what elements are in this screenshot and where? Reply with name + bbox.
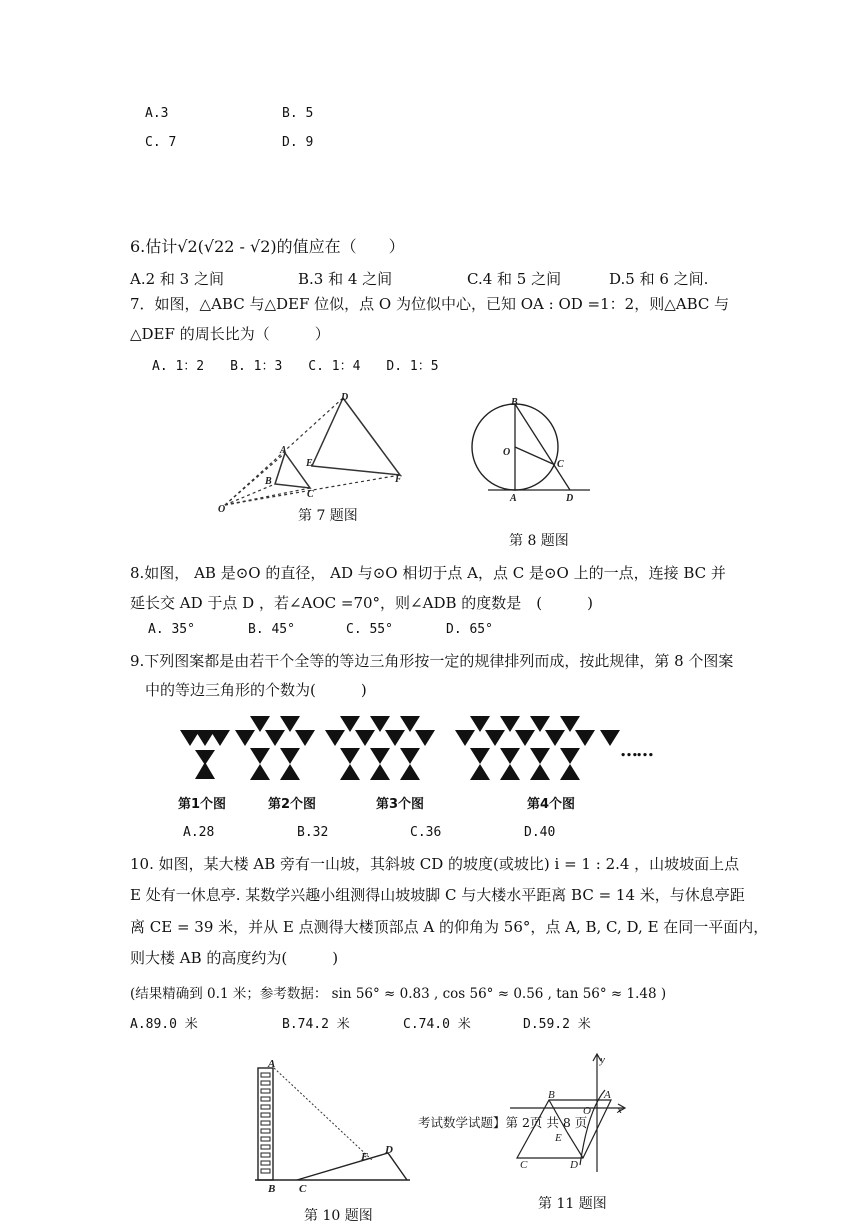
q8-option-d: D. 65° [446, 622, 493, 637]
q7-label-f: F [395, 474, 402, 485]
q10-figure-caption: 第 10 题图 [304, 1208, 373, 1224]
q10-label-e: E [361, 1151, 369, 1163]
q8-option-a: A. 35° [148, 622, 195, 637]
q5-option-b: B. 5 [282, 106, 314, 121]
q9-line1: 9.下列图案都是由若干个全等的等边三角形按一定的规律排列而成，按此规律，第 8 个图案 [130, 652, 734, 670]
q7-options: A. 1：2 B. 1：3 C. 1：4 D. 1：5 [152, 359, 439, 374]
q8-line2: 延长交 AD 于点 D ，若∠AOC =70°，则∠ADB 的度数是 ( ) [130, 594, 593, 612]
q11-label-o: O [583, 1105, 591, 1117]
q9-caption-3: 第3个图 [376, 797, 425, 812]
q11-label-d: D [570, 1159, 578, 1171]
q9-option-c: C.36 [410, 825, 442, 840]
q9-line2: 中的等边三角形的个数为( ) [145, 681, 367, 699]
q9-ellipsis: …… [620, 740, 652, 761]
q11-figure-caption: 第 11 题图 [538, 1196, 607, 1212]
page-footer: 考试数学试题】第 2页 共 8 页 [418, 1115, 588, 1130]
q5-option-a: A.3 [145, 106, 169, 121]
q9-caption-2: 第2个图 [268, 797, 317, 812]
q10-label-d: D [385, 1144, 393, 1156]
q7-label-o: O [218, 504, 226, 515]
q10-option-b: B.74.2 米 [282, 1017, 350, 1032]
q11-label-x: x [617, 1104, 622, 1116]
q8-label-b: B [511, 397, 518, 408]
q8-line1: 8.如图， AB 是⊙O 的直径， AD 与⊙O 相切于点 A，点 C 是⊙O 上的一点，连接 BC 并 [130, 564, 726, 582]
figure-7 [210, 385, 420, 515]
q10-label-a: A [268, 1060, 276, 1070]
q11-label-y: y [600, 1054, 605, 1066]
q5-option-c: C. 7 [145, 135, 177, 150]
q6-option-b: B.3 和 4 之间 [298, 270, 393, 288]
q10-line1: 10. 如图，某大楼 AB 旁有一山坡，其斜坡 CD 的坡度(或坡比) i = 1 : 2.4 ，山坡坡面上点 [130, 855, 740, 873]
q9-option-a: A.28 [183, 825, 215, 840]
q11-label-c: C [520, 1159, 528, 1171]
q9-caption-4: 第4个图 [527, 797, 576, 812]
q8-option-b: B. 45° [248, 622, 295, 637]
q6-option-a: A.2 和 3 之间 [130, 270, 224, 288]
q9-option-d: D.40 [524, 825, 556, 840]
q10-option-c: C.74.0 米 [403, 1017, 471, 1032]
q7-label-a: A [280, 445, 287, 456]
q10-option-d: D.59.2 米 [523, 1017, 591, 1032]
q11-label-e: E [555, 1132, 562, 1144]
q10-option-a: A.89.0 米 [130, 1017, 198, 1032]
q11-label-b: B [548, 1089, 555, 1101]
figure-9-pattern [175, 712, 655, 784]
q8-label-d: D [566, 493, 574, 503]
q8-label-a: A [510, 493, 517, 503]
figure-10 [250, 1060, 425, 1195]
q11-label-a: A [604, 1089, 611, 1101]
q10-line3: 离 CE = 39 米，并从 E 点测得大楼顶部点 A 的仰角为 56°，点 A, B, C, D, E 在同一平面内， [130, 918, 769, 936]
figure-8 [465, 393, 595, 503]
q10-note: (结果精确到 0.1 米；参考数据： sin 56° ≈ 0.83 , cos 56° ≈ 0.56 , tan 56° ≈ 1.48 ) [130, 986, 667, 1002]
q6-stem: 6.估计√2(√22 - √2)的值应在（ ） [130, 237, 405, 256]
q8-label-o: O [503, 447, 511, 458]
q10-label-b: B [268, 1183, 276, 1195]
q7-line1: 7．如图，△ABC 与△DEF 位似，点 O 为位似中心，已知 OA : OD =1：2，则△ABC 与 [130, 295, 730, 313]
q8-label-c: C [557, 459, 564, 470]
q7-figure-caption: 第 7 题图 [298, 508, 358, 524]
q6-option-d: D.5 和 6 之间. [609, 270, 709, 288]
q7-label-c: C [307, 489, 314, 500]
q7-label-e: E [306, 458, 313, 469]
q10-line2: E 处有一休息亭. 某数学兴趣小组测得山坡坡脚 C 与大楼水平距离 BC = 14 米，与休息亭距 [130, 886, 745, 904]
q9-option-b: B.32 [297, 825, 329, 840]
q10-label-c: C [299, 1183, 307, 1195]
q7-label-b: B [265, 476, 272, 487]
q8-option-c: C. 55° [346, 622, 393, 637]
q5-option-d: D. 9 [282, 135, 314, 150]
q7-label-d: D [341, 392, 349, 403]
q7-line2: △DEF 的周长比为（ ） [130, 325, 330, 343]
q10-line4: 则大楼 AB 的高度约为( ) [130, 949, 339, 967]
q6-option-c: C.4 和 5 之间 [467, 270, 562, 288]
q9-caption-1: 第1个图 [178, 797, 227, 812]
q8-figure-caption: 第 8 题图 [509, 533, 569, 549]
